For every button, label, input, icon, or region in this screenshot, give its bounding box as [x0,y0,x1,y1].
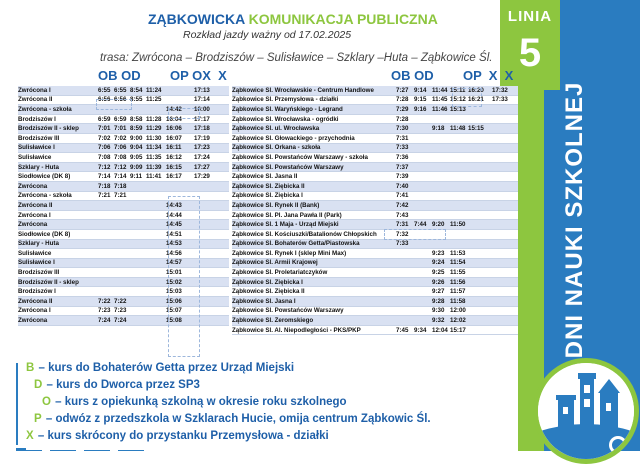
stop-name: Brodziszów III [18,134,60,142]
departure-time: 16:11 [166,144,182,152]
highlight-box [168,196,200,357]
highlight-box [452,88,482,107]
table-row [18,134,229,144]
departure-time: 11:58 [450,297,466,305]
departure-time: 15:02 [166,278,182,286]
departure-time: 7:14 [98,173,111,181]
stop-name: Ząbkowice Śl. Ziębicka I [232,192,303,200]
departure-time: 17:29 [194,173,210,181]
table-row [232,211,518,221]
departure-time: 15:12 [450,96,466,104]
table-row [232,124,518,134]
departure-time: 9:32 [432,317,445,325]
departure-time: 15:01 [166,269,182,277]
departure-time: 7:23 [98,307,111,315]
stop-name: Zwrócona II [18,297,53,305]
departure-time: 14:53 [166,240,182,248]
departure-time: 7:28 [396,96,409,104]
stop-name: Zwrócona I [18,211,51,219]
table-row [232,307,518,317]
departure-time: 11:39 [146,163,162,171]
departure-time: 7:44 [414,221,427,229]
stop-name: Ząbkowice Śl. Rynek II (Bank) [232,201,320,209]
departure-time: 15:07 [166,307,182,315]
validity-date: Rozkład jazdy ważny od 17.02.2025 [183,29,352,41]
table-row [232,297,518,307]
departure-time: 15:13 [450,105,466,113]
departure-time: 9:18 [432,125,445,133]
town-emblem [533,358,639,464]
stop-name: Zwrócona II [18,201,53,209]
departure-time: 9:23 [432,249,445,257]
departure-time: 7:12 [114,163,127,171]
highlight-box [96,99,132,110]
departure-time: 9:20 [432,221,445,229]
table-row [18,182,229,192]
departure-time: 9:04 [130,144,143,152]
stop-name: Ząbkowice Śl. Wrocławska - ogródki [232,115,339,123]
departure-time: 7:28 [396,115,409,123]
stop-name: Sulisławice [18,249,52,257]
table-row [232,115,518,125]
departure-time: 9:16 [414,105,427,113]
stop-name: Brodziszów I [18,115,56,123]
stop-name: Ząbkowice Śl. Proletariatczyków [232,269,328,277]
departure-time: 15:11 [450,86,466,94]
departure-time: 7:32 [396,230,409,238]
departure-time: 8:55 [130,96,143,104]
stop-name: Ząbkowice Śl. Rynek I (sklep Mini Max) [232,249,347,257]
table-row [18,172,229,182]
departure-time: 9:09 [130,163,143,171]
stop-name: Ząbkowice Śl. Przemysłowa - działki [232,96,339,104]
table-row [18,86,229,96]
stop-name: Zwrócona I [18,86,51,94]
table-row [18,153,229,163]
departure-time: 8:59 [130,125,143,133]
table-row [232,240,518,250]
legend-rule [16,363,18,445]
departure-time: 7:43 [396,211,409,219]
departure-time: 7:37 [396,163,409,171]
stop-name: Ząbkowice Śl. Głowackiego - przychodnia [232,134,355,142]
stop-name: Zwrócona II [18,96,53,104]
stop-name: Zwrócona I [18,307,51,315]
stop-name: Ząbkowice Śl. Ziębicka I [232,278,303,286]
departure-time: 11:35 [146,153,162,161]
table-row [18,144,229,154]
departure-time: 16:20 [468,86,484,94]
departure-time: 11:34 [146,144,162,152]
stop-name: Siodłowice (DK 8) [18,173,71,181]
departure-time: 7:36 [396,153,409,161]
departure-time: 7:39 [396,173,409,181]
table-row [232,259,518,269]
table-row [232,287,518,297]
departure-time: 7:22 [98,297,111,305]
departure-time: 6:55 [114,86,127,94]
stop-name: Ząbkowice Śl. Armii Krajowej [232,259,318,267]
departure-time: 11:24 [146,86,162,94]
departure-time: 9:34 [414,326,427,334]
departure-time: 17:27 [194,163,210,171]
departure-time: 9:14 [414,86,427,94]
departure-time: 16:06 [166,125,182,133]
departure-time: 7:08 [98,153,111,161]
page-title [148,11,438,27]
departure-time: 14:56 [166,249,182,257]
stop-name: Sulisławice I [18,259,55,267]
departure-time: 7:33 [396,144,409,152]
departure-time: 17:13 [194,86,210,94]
table-row [232,326,518,336]
departure-time: 9:28 [432,297,445,305]
stop-name: Brodziszów I [18,288,56,296]
stop-name: Szklary - Huta [18,163,59,171]
departure-time: 14:45 [166,221,182,229]
table-row [232,144,518,154]
departure-time: 14:57 [166,259,182,267]
departure-time: 14:51 [166,230,182,238]
table-row [232,163,518,173]
stop-name: Ząbkowice Śl. Waryńskiego - Legrand [232,105,343,113]
stop-name: Siodłowice (DK 8) [18,230,71,238]
stop-name: Ząbkowice Śl. Powstańców Warszawy [232,307,344,315]
stop-name: Ząbkowice Śl. Żeromskiego [232,317,314,325]
departure-time: 11:48 [450,125,466,133]
stop-name: Zwrócona [18,182,48,190]
departure-time: 9:30 [432,307,445,315]
departure-time: 7:40 [396,182,409,190]
departure-time: 17:14 [194,96,210,104]
table-row [18,163,229,173]
departure-time: 6:55 [98,86,111,94]
departure-time: 11:46 [432,105,448,113]
stop-name: Sulisławice [18,153,52,161]
departure-time: 12:00 [450,307,466,315]
stop-name: Zwrócona - szkoła [18,105,72,113]
departure-time: 11:30 [146,134,162,142]
stop-name: Ząbkowice Śl. Kościuszki/Batalionów Chłopskich [232,230,377,238]
departure-time: 11:29 [146,125,162,133]
stop-name: Ząbkowice Śl. Powstańców Warszawy - szkoła [232,153,368,161]
departure-time: 9:27 [432,288,445,296]
departure-time: 12:02 [450,317,466,325]
stop-name: Zwrócona - szkoła [18,192,72,200]
left-column-header-b: OP OX X [170,68,227,83]
stop-name: Zwrócona [18,317,48,325]
departure-time: 9:26 [432,278,445,286]
departure-time: 7:06 [98,144,111,152]
stop-name: Ząbkowice Śl. Jasna II [232,173,298,181]
departure-time: 15:03 [166,288,182,296]
table-row [232,220,518,230]
departure-time: 7:01 [98,125,111,133]
stop-name: Ząbkowice Śl. Wrocławskie - Centrum Handlowe [232,86,374,94]
departure-time: 17:24 [194,153,210,161]
highlight-box [384,229,446,240]
table-row [18,124,229,134]
departure-time: 6:59 [114,115,127,123]
departure-time: 7:33 [396,240,409,248]
departure-time: 12:04 [432,326,448,334]
table-row [232,182,518,192]
departure-time: 6:59 [98,115,111,123]
departure-time: 7:06 [114,144,127,152]
departure-time: 17:32 [492,86,508,94]
departure-time: 7:31 [396,221,409,229]
right-timetable [232,86,518,335]
departure-time: 14:42 [166,105,182,113]
departure-time: 17:18 [194,125,210,133]
table-row [232,134,518,144]
route-description: trasa: Zwrócona – Brodziszów – Sulisławice – Szklary –Huta – Ząbkowice Śl. [100,52,493,64]
title-brand: ZĄBKOWICKA [148,11,245,27]
departure-time: 6:56 [98,96,111,104]
departure-time: 17:17 [194,115,210,123]
title-subbrand: KOMUNIKACJA PUBLICZNA [248,11,438,27]
departure-time: 7:30 [396,125,409,133]
departure-time: 15:06 [166,297,182,305]
departure-time: 9:11 [130,173,143,181]
departure-time: 9:05 [130,153,143,161]
table-row [232,268,518,278]
school-days-label: DNI NAUKI SZKOLNEJ [561,81,588,359]
legend-item: B – kurs do Bohaterów Getta przez Urząd Miejski [26,362,295,374]
table-row [232,316,518,326]
stop-name: Zwrócona [18,221,48,229]
departure-time: 14:43 [166,201,182,209]
legend-item: X – kurs skrócony do przystanku Przemysłowa - działki [26,430,329,442]
right-column-header-b: OP X X [463,68,514,83]
right-column-header-a: OB OD [391,68,434,83]
departure-time: 14:44 [166,211,182,219]
departure-time: 7:27 [396,86,409,94]
departure-time: 16:12 [166,153,182,161]
departure-time: 11:54 [450,259,466,267]
departure-time: 8:58 [130,115,143,123]
departure-time: 7:18 [114,182,127,190]
departure-time: 7:01 [114,125,127,133]
departure-time: 16:00 [194,105,210,113]
stop-name: Ząbkowice Śl. Jasna I [232,297,296,305]
stop-name: Ząbkowice Śl. Ziębicka II [232,288,305,296]
table-row [232,153,518,163]
departure-time: 9:24 [432,259,445,267]
table-row [232,249,518,259]
departure-time: 7:02 [98,134,111,142]
left-column-header-a: OB OD [98,68,141,83]
stop-name: Szklary - Huta [18,240,59,248]
departure-time: 11:25 [146,96,162,104]
stop-name: Brodziszów II - sklep [18,125,79,133]
departure-time: 11:44 [432,86,448,94]
stop-name: Ząbkowice Śl. Powstańców Warszawy [232,163,344,171]
stop-name: Ząbkowice Śl. Bohaterów Getta/Piastowska [232,240,360,248]
stop-name: Ząbkowice Śl. Ziębicka II [232,182,305,190]
departure-time: 7:08 [114,153,127,161]
departure-time: 17:19 [194,134,210,142]
legend [26,360,496,450]
departure-time: 11:45 [432,96,448,104]
departure-time: 11:57 [450,288,466,296]
departure-time: 11:55 [450,269,466,277]
departure-time: 9:00 [130,134,143,142]
departure-time: 7:22 [114,297,127,305]
stop-name: Ząbkowice Śl. Al. Niepodległości - PKS/PKP [232,326,361,334]
departure-time: 17:23 [194,144,210,152]
departure-time: 11:50 [450,221,466,229]
stop-name: Sulisławice I [18,144,55,152]
departure-time: 16:07 [166,134,182,142]
departure-time: 6:56 [114,96,127,104]
line-label: LINIA [507,8,553,25]
departure-time: 7:29 [396,105,409,113]
table-row [232,278,518,288]
departure-time: 16:15 [166,163,182,171]
departure-time: 7:12 [98,163,111,171]
departure-time: 7:14 [114,173,127,181]
departure-time: 9:25 [432,269,445,277]
table-row [232,192,518,202]
departure-time: 7:23 [114,307,127,315]
departure-time: 7:21 [98,192,111,200]
departure-time: 7:18 [98,182,111,190]
departure-time: 9:15 [414,96,427,104]
table-row [232,230,518,240]
stop-name: Ząbkowice Śl. ul. Wrocławska [232,125,320,133]
stop-name: Brodziszów III [18,269,60,277]
departure-time: 15:17 [450,326,466,334]
departure-time: 11:28 [146,115,162,123]
departure-time: 11:56 [450,278,466,286]
departure-time: 11:53 [450,249,466,257]
departure-time: 7:42 [396,201,409,209]
departure-time: 16:04 [166,115,182,123]
stop-name: Ząbkowice Śl. 1 Maja - Urząd Miejski [232,221,339,229]
departure-time: 11:41 [146,173,162,181]
stop-name: Ząbkowice Śl. Pl. Jana Pawła II (Park) [232,211,342,219]
departure-time: 17:33 [492,96,508,104]
legend-item: D – kurs do Dworca przez SP3 [34,379,200,391]
departure-time: 7:31 [396,134,409,142]
departure-time: 7:41 [396,192,409,200]
legend-item: P – odwóz z przedszkola w Szklarach Hucie, omija centrum Ząbkowic Śl. [34,413,431,425]
departure-time: 7:02 [114,134,127,142]
departure-time: 7:21 [114,192,127,200]
castle-icon [538,363,634,459]
legend-item: O – kurs z opiekunką szkolną w okresie roku szkolnego [42,396,347,408]
departure-time: 7:45 [396,326,409,334]
departure-time: 15:15 [468,125,484,133]
line-number: 5 [518,31,542,75]
stop-name: Brodziszów II - sklep [18,278,79,286]
table-row [232,172,518,182]
table-row [232,201,518,211]
stop-name: Ząbkowice Śl. Orkana - szkoła [232,144,321,152]
departure-time: 15:08 [166,317,182,325]
departure-time: 7:24 [114,317,127,325]
departure-time: 16:17 [166,173,182,181]
departure-time: 7:24 [98,317,111,325]
departure-time: 8:54 [130,86,143,94]
departure-time: 16:21 [468,96,484,104]
